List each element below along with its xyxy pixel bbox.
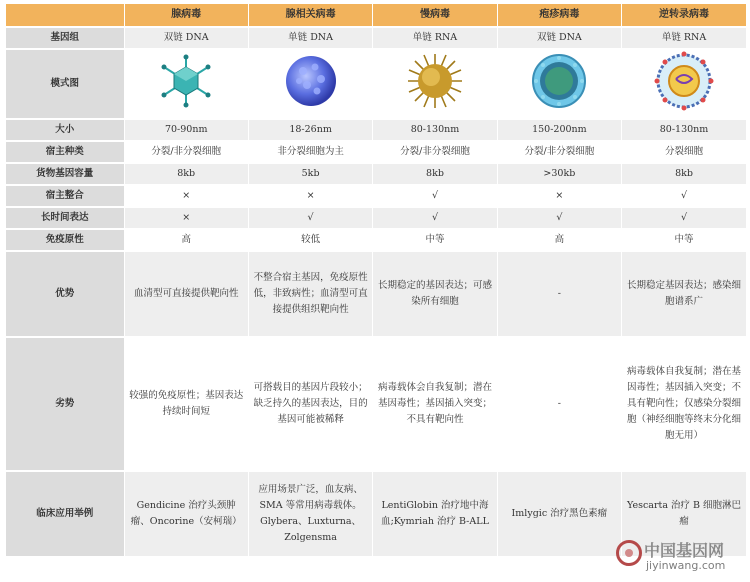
cell: 高	[497, 229, 621, 251]
cell	[497, 49, 621, 119]
cell: 可搭载目的基因片段较小；缺乏持久的基因表达，目的基因可能被稀释	[248, 337, 372, 471]
watermark-url: jiyinwang.com	[646, 559, 726, 572]
cell: 双链 DNA	[497, 27, 621, 49]
cell: 分裂细胞	[622, 141, 746, 163]
row-label: 劣势	[6, 337, 124, 471]
cell: Yescarta 治疗 B 细胞淋巴瘤	[622, 471, 746, 557]
row-label: 宿主整合	[6, 185, 124, 207]
row-label: 临床应用举例	[6, 471, 124, 557]
cell: 8kb	[373, 163, 497, 185]
cell: √	[373, 207, 497, 229]
cell: 长期稳定基因表达；感染细胞谱系广	[622, 251, 746, 337]
cell: 分裂/非分裂细胞	[497, 141, 621, 163]
row-label: 免疫原性	[6, 229, 124, 251]
cell: √	[248, 207, 372, 229]
cell: Imlygic 治疗黑色素瘤	[497, 471, 621, 557]
cell: ×	[124, 185, 248, 207]
cell: 5kb	[248, 163, 372, 185]
cell: -	[497, 337, 621, 471]
cell: √	[622, 207, 746, 229]
retrovirus-icon	[654, 51, 714, 111]
row-host-type	[6, 141, 746, 163]
row-advantages	[6, 251, 746, 337]
row-integration	[6, 185, 746, 207]
header-corner	[6, 4, 124, 27]
cell	[248, 49, 372, 119]
cell: 较强的免疫原性；基因表达持续时间短	[124, 337, 248, 471]
cell	[622, 49, 746, 119]
cell: 长期稳定的基因表达；可感染所有细胞	[373, 251, 497, 337]
row-immunogenicity	[6, 229, 746, 251]
cell: 80-130nm	[373, 119, 497, 141]
cell: 8kb	[124, 163, 248, 185]
row-label: 长时间表达	[6, 207, 124, 229]
cell: √	[622, 185, 746, 207]
cell: -	[497, 251, 621, 337]
cell: 病毒载体会自我复制；潜在基因毒性；基因插入突变；不具有靶向性	[373, 337, 497, 471]
cell: 不整合宿主基因，免疫原性低，非致病性；血清型可直接提供组织靶向性	[248, 251, 372, 337]
adenovirus-icon	[154, 53, 218, 109]
vector-comparison-table	[6, 4, 746, 558]
header-herpesvirus: 疱疹病毒	[497, 4, 621, 27]
cell: 70-90nm	[124, 119, 248, 141]
cell: 分裂/非分裂细胞	[124, 141, 248, 163]
row-genome	[6, 27, 746, 49]
cell: 150-200nm	[497, 119, 621, 141]
row-label: 宿主种类	[6, 141, 124, 163]
aav-icon	[283, 53, 339, 109]
lentivirus-icon	[406, 52, 464, 110]
cell: >30kb	[497, 163, 621, 185]
header-lentivirus: 慢病毒	[373, 4, 497, 27]
header-aav: 腺相关病毒	[248, 4, 372, 27]
row-label: 优势	[6, 251, 124, 337]
site-logo-icon	[616, 540, 642, 566]
cell: 病毒载体自我复制；潜在基因毒性；基因插入突变；不具有靶向性；仅感染分裂细胞（神经细胞等终末分化细胞无用）	[622, 337, 746, 471]
row-long-term	[6, 207, 746, 229]
cell: 双链 DNA	[124, 27, 248, 49]
header-retrovirus: 逆转录病毒	[622, 4, 746, 27]
herpesvirus-icon	[531, 53, 587, 109]
row-capacity	[6, 163, 746, 185]
row-disadvantages	[6, 337, 746, 471]
row-label: 大小	[6, 119, 124, 141]
cell: 中等	[373, 229, 497, 251]
cell: 血清型可直接提供靶向性	[124, 251, 248, 337]
cell: LentiGlobin 治疗地中海血;Kymriah 治疗 B-ALL	[373, 471, 497, 557]
cell: ×	[124, 207, 248, 229]
header-adenovirus: 腺病毒	[124, 4, 248, 27]
cell: √	[373, 185, 497, 207]
cell: 中等	[622, 229, 746, 251]
cell: 单链 DNA	[248, 27, 372, 49]
row-label: 基因组	[6, 27, 124, 49]
cell: 单链 RNA	[373, 27, 497, 49]
cell: 应用场景广泛，血友病、SMA 等常用病毒载体。Glybera、Luxturna、Zolgensma	[248, 471, 372, 557]
site-watermark	[610, 534, 740, 576]
cell: 单链 RNA	[622, 27, 746, 49]
cell: 分裂/非分裂细胞	[373, 141, 497, 163]
cell: 非分裂细胞为主	[248, 141, 372, 163]
cell: Gendicine 治疗头颈肿瘤、Oncorine（安柯瑞）	[124, 471, 248, 557]
cell: 18-26nm	[248, 119, 372, 141]
cell	[373, 49, 497, 119]
cell: 8kb	[622, 163, 746, 185]
cell: √	[497, 207, 621, 229]
row-model	[6, 49, 746, 119]
cell: 80-130nm	[622, 119, 746, 141]
header-row	[6, 4, 746, 27]
cell	[124, 49, 248, 119]
cell: 高	[124, 229, 248, 251]
cell: ×	[248, 185, 372, 207]
cell: 较低	[248, 229, 372, 251]
row-label: 模式图	[6, 49, 124, 119]
row-size	[6, 119, 746, 141]
watermark-name: 中国基因网	[644, 541, 725, 560]
row-label: 货物基因容量	[6, 163, 124, 185]
cell: ×	[497, 185, 621, 207]
